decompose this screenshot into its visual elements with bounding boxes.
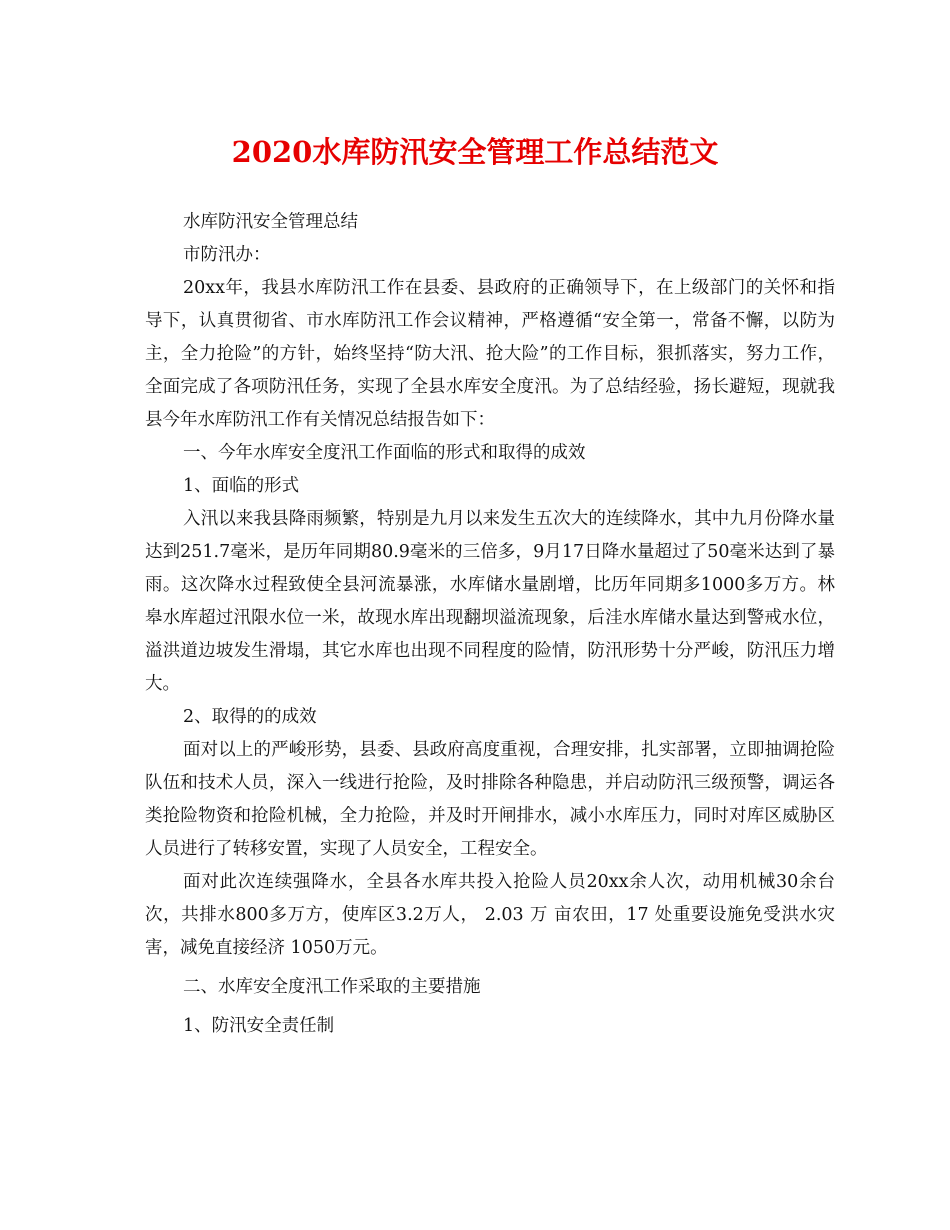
paragraph-response: 面对以上的严峻形势，县委、县政府高度重视，合理安排，扎实部署，立即抽调抢险队伍和技术人员，深入一线进行抢险，及时排除各种隐患，并启动防汛三级预警，调运各类抢险物资和抢险机械，全力抢险，并及时开闸排水，减小水库压力，同时对库区威胁区人员进行了转移安置，实现了人员安全，工程安全。 xyxy=(145,740,835,859)
subsection-heading-1-2: 2、取得的的成效 xyxy=(183,707,317,727)
paragraph-recipient: 市防汛办： xyxy=(183,245,271,265)
subsection-heading-1-1: 1、面临的形式 xyxy=(183,476,300,496)
paragraph-situation: 入汛以来我县降雨频繁，特别是九月以来发生五次大的连续降水，其中九月份降水量达到251.7毫米，是历年同期80.9毫米的三倍多，9月17日降水量超过了50毫米达到了暴雨。这次降水过程致使全县河流暴涨，水库储水量剧增，比历年同期多1000多万方。林皋水库超过汛限水位一米，故现水库出现翻坝溢流现象，后洼水库储水量达到警戒水位，溢洪道边坡发生滑塌，其它水库也出现不同程度的险情，防汛形势十分严峻，防汛压力增大。 xyxy=(145,509,835,694)
paragraph-intro: 20xx年，我县水库防汛工作在县委、县政府的正确领导下，在上级部门的关怀和指导下，认真贯彻省、市水库防汛工作会议精神，严格遵循“安全第一，常备不懈，以防为主，全力抢险”的方针，始终坚持“防大汛、抢大险”的工作目标，狠抓落实，努力工作，全面完成了各项防汛任务，实现了全县水库安全度汛。为了总结经验，扬长避短，现就我县今年水库防汛工作有关情况总结报告如下： xyxy=(145,278,835,430)
paragraph-subtitle: 水库防汛安全管理总结 xyxy=(183,212,358,232)
section-heading-1: 一、今年水库安全度汛工作面临的形式和取得的成效 xyxy=(183,443,586,463)
document-title: 2020水库防汛安全管理工作总结范文 xyxy=(231,135,719,169)
section-heading-2: 二、水库安全度汛工作采取的主要措施 xyxy=(183,977,481,997)
subsection-heading-2-1: 1、防汛安全责任制 xyxy=(183,1016,335,1036)
paragraph-results: 面对此次连续强降水，全县各水库共投入抢险人员20xx余人次，动用机械30余台次，共排水800多万方，使库区3.2万人， 2.03 万 亩农田，17 处重要设施免受洪水灾害，减免直接经济 1050万元。 xyxy=(145,872,835,958)
document-body xyxy=(145,206,835,1043)
